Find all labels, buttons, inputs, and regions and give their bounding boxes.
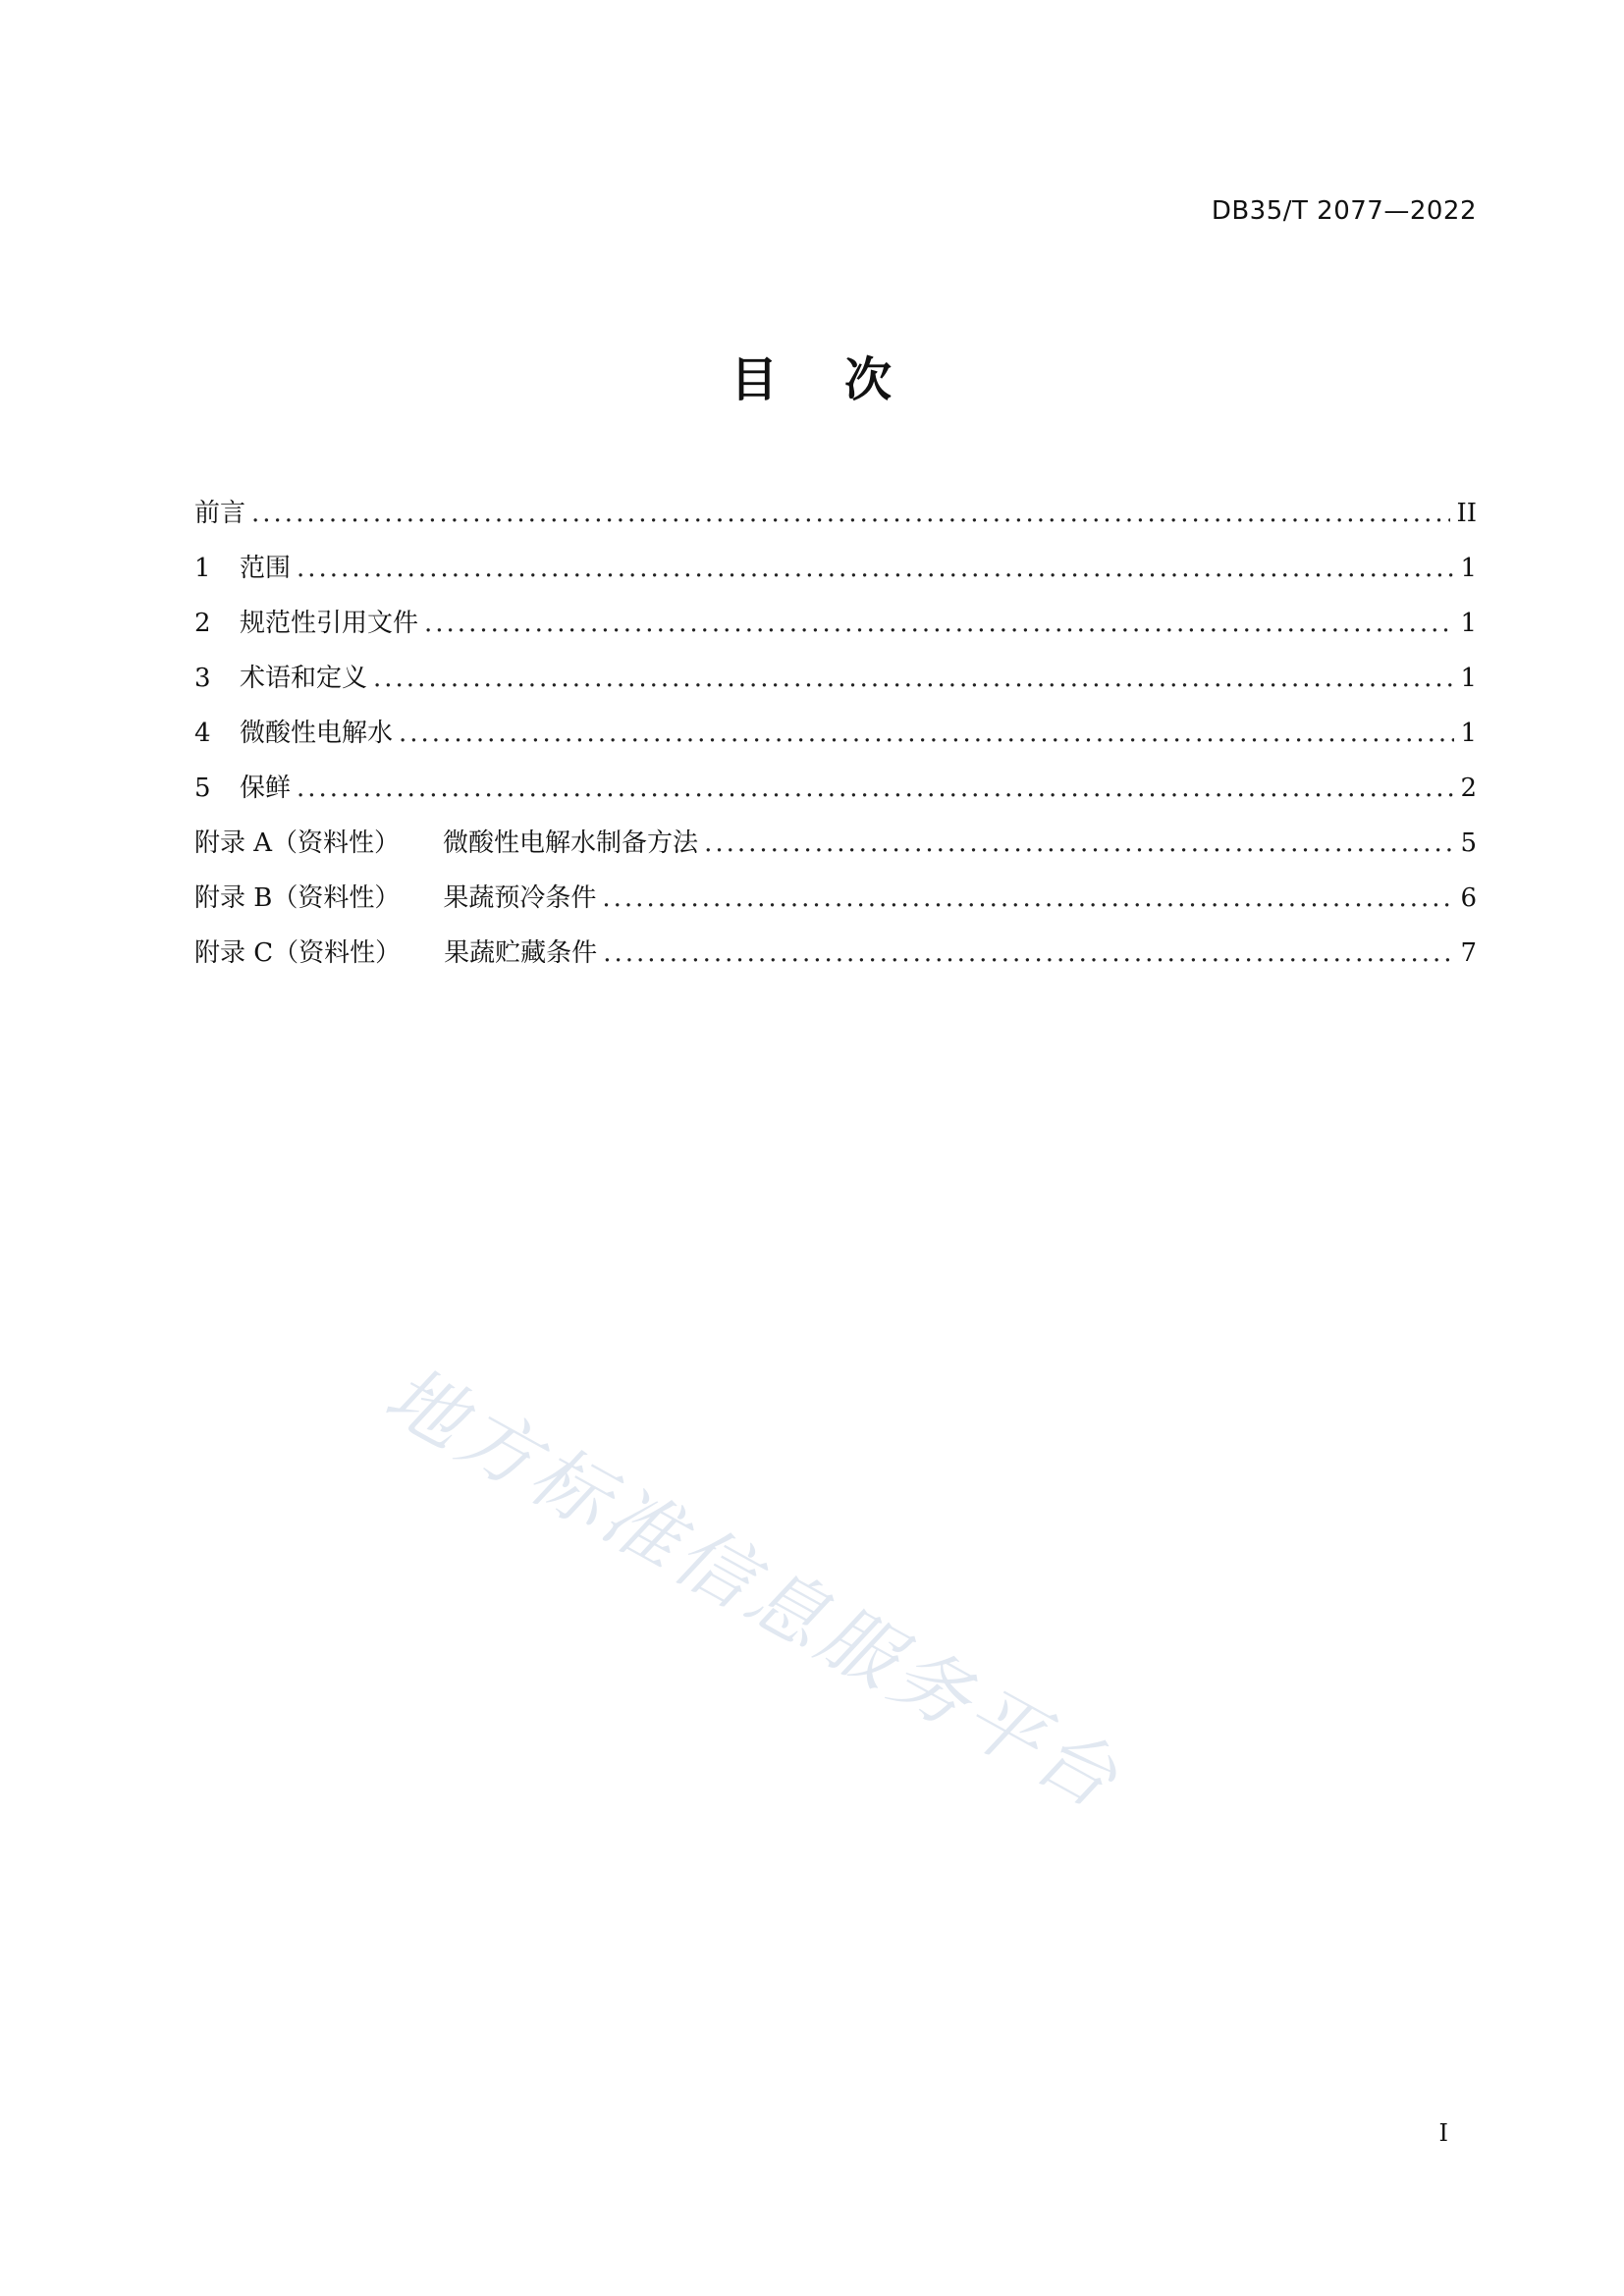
toc-entry-label: 微酸性电解水 [240,719,394,748]
toc-entry-annex-tag: 附录 A（资料性） [194,828,401,858]
toc-entry-page: 2 [1460,774,1477,803]
table-of-contents [194,493,1477,988]
dot-leader [297,554,1454,583]
toc-entry-annex-c[interactable] [194,933,1477,988]
toc-title-right: 次 [844,352,894,407]
toc-entry-page: 7 [1460,938,1477,968]
dot-leader [602,883,1454,913]
toc-entry-label: 术语和定义 [240,664,368,693]
toc-entry-annex-a[interactable] [194,823,1477,878]
toc-entry-page: 1 [1460,609,1477,638]
toc-title [0,342,1624,409]
toc-entry-label: 果蔬贮藏条件 [444,938,598,968]
toc-entry-label: 果蔬预冷条件 [443,883,597,913]
toc-entry-preservation[interactable] [194,768,1477,823]
page-number: I [1438,2119,1448,2147]
toc-entry-number: 2 [194,609,211,638]
dot-leader [297,774,1454,803]
toc-entry-label: 保鲜 [240,774,292,803]
toc-entry-label: 微酸性电解水制备方法 [443,828,699,858]
dot-leader [251,499,1450,528]
toc-entry-page: 6 [1460,883,1477,913]
toc-entry-foreword[interactable] [194,493,1477,548]
toc-entry-number: 5 [194,774,211,803]
toc-entry-number: 4 [194,719,211,748]
toc-entry-page: 1 [1460,664,1477,693]
toc-entry-number: 1 [194,554,211,583]
dot-leader [399,719,1454,748]
dot-leader [704,828,1454,858]
dot-leader [603,938,1454,968]
toc-entry-label: 范围 [240,554,292,583]
document-code: DB35/T 2077—2022 [1211,196,1477,226]
toc-entry-number: 3 [194,664,211,693]
toc-entry-normative-references[interactable] [194,603,1477,658]
toc-entry-electrolyzed-water[interactable] [194,713,1477,768]
dot-leader [424,609,1454,638]
toc-entry-page: 5 [1460,828,1477,858]
toc-entry-annex-tag: 附录 C（资料性） [194,938,402,968]
toc-entry-annex-b[interactable] [194,878,1477,933]
toc-entry-label: 前言 [194,499,246,528]
toc-entry-page: 1 [1460,554,1477,583]
dot-leader [373,664,1454,693]
toc-entry-label: 规范性引用文件 [240,609,419,638]
toc-entry-annex-tag: 附录 B（资料性） [194,883,401,913]
toc-entry-page: 1 [1460,719,1477,748]
watermark-text: 地方标准信息服务平台 [370,1350,1135,1828]
toc-title-left: 目 [730,352,780,407]
toc-entry-scope[interactable] [194,548,1477,603]
toc-entry-terms-definitions[interactable] [194,658,1477,713]
toc-entry-page: II [1456,499,1477,528]
